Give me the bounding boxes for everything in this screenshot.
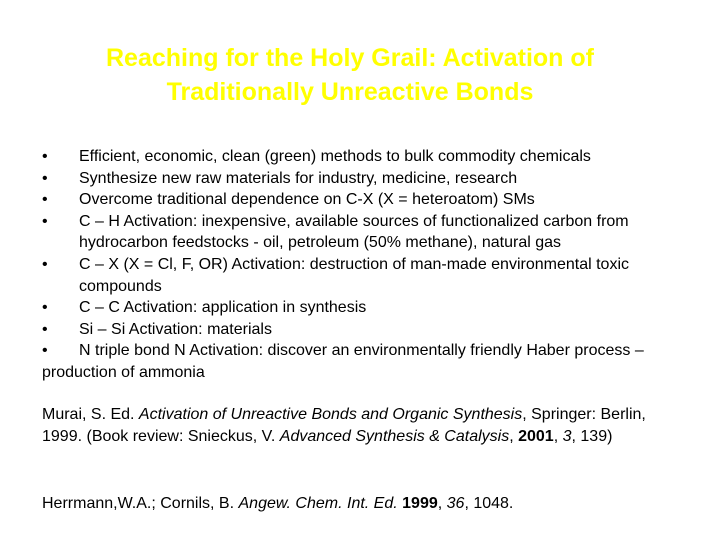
- ref-text: Murai, S. Ed.: [42, 406, 139, 423]
- bullet-list: [42, 146, 682, 384]
- bullet-icon: •: [42, 255, 48, 273]
- slide-title: [40, 41, 660, 109]
- bullet-text: Si – Si Activation: materials: [79, 320, 272, 338]
- bullet-text: C – X (X = Cl, F, OR) Activation: destruction of man-made environmental toxic compounds: [79, 255, 629, 295]
- bullet-item: [42, 189, 682, 211]
- ref-volume: 36: [446, 495, 465, 512]
- ref-text: , Springer: Berlin, 1999. (Book review: Snieckus, V.: [42, 406, 646, 445]
- ref-year: 1999: [402, 495, 438, 512]
- bullet-text: Overcome traditional dependence on C-X (X = heteroatom) SMs: [79, 191, 535, 209]
- bullet-text: Efficient, economic, clean (green) methods to bulk commodity chemicals: [79, 148, 591, 165]
- title-line-2: Traditionally Unreactive Bonds: [166, 78, 534, 106]
- ref-volume: 3: [562, 428, 572, 445]
- ref-year: 2001: [518, 428, 554, 445]
- bullet-icon: •: [42, 320, 48, 338]
- bullet-item: [42, 254, 682, 297]
- ref-book-title: Activation of Unreactive Bonds and Organic Synthesis: [138, 406, 523, 423]
- ref-journal: Angew. Chem. Int. Ed.: [238, 495, 398, 512]
- ref-text: ,: [509, 428, 519, 445]
- ref-text: ,: [553, 428, 563, 445]
- bullet-icon: •: [42, 212, 48, 230]
- ref-text: , 1048.: [464, 495, 514, 512]
- ref-text: ,: [437, 495, 447, 512]
- title-line-1: Reaching for the Holy Grail: Activation of: [105, 44, 594, 72]
- reference-murai: [42, 404, 682, 448]
- reference-herrmann: [42, 493, 682, 515]
- bullet-item: [42, 340, 682, 383]
- bullet-text: C – C Activation: application in synthesis: [79, 299, 367, 317]
- ref-journal: Advanced Synthesis & Catalysis: [279, 428, 510, 445]
- bullet-text: C – H Activation: inexpensive, available sources of functionalized carbon from hydrocarbon feedstocks - oil, petroleum (50% methane), natural gas: [79, 212, 629, 252]
- bullet-text: N triple bond N Activation: discover an environmentally friendly Haber process – production of ammonia: [42, 342, 644, 381]
- bullet-icon: •: [42, 299, 48, 317]
- bullet-item: [42, 319, 682, 341]
- ref-text: Herrmann,W.A.; Cornils, B.: [42, 495, 239, 512]
- bullet-item: [42, 297, 682, 319]
- bullet-icon: •: [42, 342, 48, 360]
- bullet-icon: •: [42, 148, 48, 165]
- bullet-item: [42, 168, 682, 190]
- bullet-icon: •: [42, 169, 48, 187]
- bullet-item: [42, 146, 682, 168]
- bullet-text: Synthesize new raw materials for industry, medicine, research: [79, 169, 518, 187]
- bullet-item: [42, 211, 682, 254]
- ref-text: , 139): [571, 428, 613, 445]
- bullet-icon: •: [42, 191, 48, 209]
